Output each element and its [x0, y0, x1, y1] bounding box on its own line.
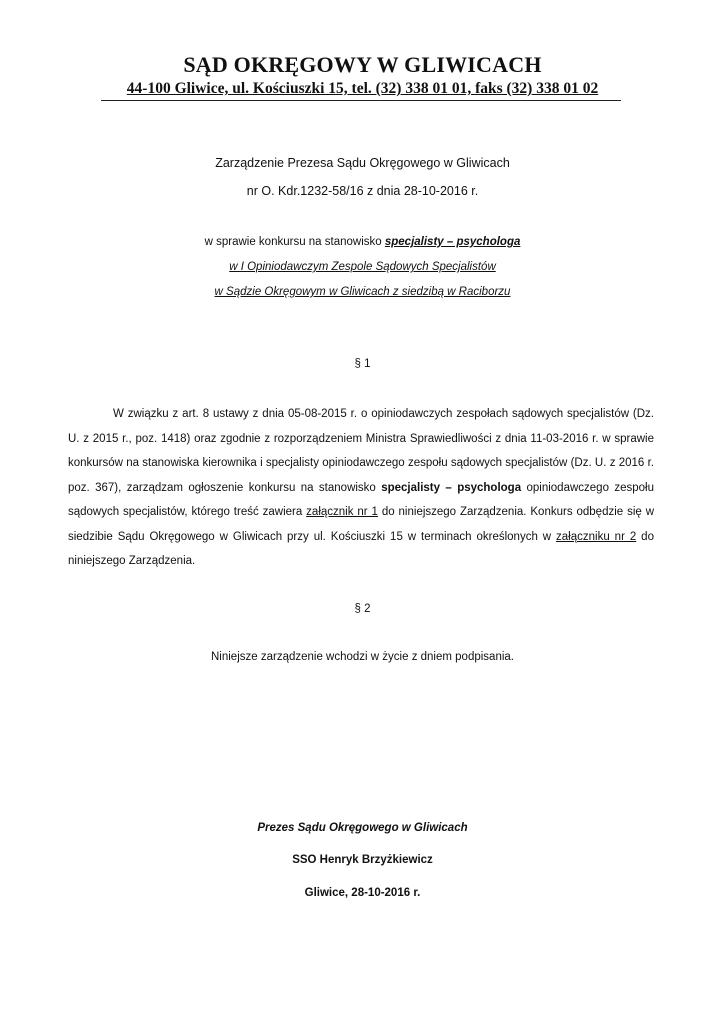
- signatory-role: Prezes Sądu Okręgowego w Gliwicach: [257, 822, 468, 834]
- order-title: Zarządzenie Prezesa Sądu Okręgowego w Gliwicach: [215, 156, 510, 170]
- section-1-mark: § 1: [354, 358, 371, 370]
- section-1-text-a: W związku z art. 8 ustawy z dnia 05-08-2015 r. o opiniodawczych zespołach sądowych specjalistów (Dz. U. z 2015 r., poz. 1418) oraz zgodnie z rozporządzeniem Ministra Sprawiedliwości z dnia 11-03-2016 r. w sprawie konkursów na stanowiska kierownika i specjalisty opiniodawczego zespołu sądowych specjalistów (Dz. U. z 2016 r. poz. 367), zarządzam ogłoszenie konkursu na stanowisko: [68, 408, 654, 494]
- section-1-position: specjalisty – psychologa: [381, 481, 522, 494]
- section-1-text-d: do niniejszego Zarządzenia.: [68, 530, 654, 567]
- subject-line-2: w I Opiniodawczym Zespole Sądowych Specjalistów: [229, 261, 496, 273]
- section-1-text-c: do niniejszego Zarządzenia. Konkurs odbędzie się w siedzibie Sądu Okręgowego w Gliwicach przy ul. Kościuszki 15 w terminach określonych w: [68, 506, 654, 543]
- section-2-text: Niniejsze zarządzenie wchodzi w życie z dniem podpisania.: [211, 651, 514, 663]
- subject-position: specjalisty – psychologa: [384, 236, 521, 248]
- header-divider: [101, 100, 621, 101]
- section-1-text-b: opiniodawczego zespołu sądowych specjalistów, którego treść zawiera: [68, 481, 654, 518]
- order-number-date: nr O. Kdr.1232-58/16 z dnia 28-10-2016 r.: [246, 184, 479, 198]
- signatory-name: SSO Henryk Brzyżkiewicz: [292, 854, 433, 866]
- section-1-text: [68, 402, 654, 574]
- attachment-1-reference: załącznik nr 1: [306, 506, 378, 518]
- signature-place-date: Gliwice, 28-10-2016 r.: [304, 887, 421, 899]
- attachment-2-reference: załączniku nr 2: [556, 530, 637, 543]
- order-subject: [0, 234, 725, 250]
- section-2-mark: § 2: [354, 603, 371, 615]
- subject-prefix: w sprawie konkursu na stanowisko: [204, 236, 385, 248]
- subject-line-3: w Sądzie Okręgowym w Gliwicach z siedzibą w Raciborzu: [214, 286, 511, 298]
- court-address: 44-100 Gliwice, ul. Kościuszki 15, tel. (32) 338 01 01, faks (32) 338 01 02: [126, 80, 599, 97]
- court-name: SĄD OKRĘGOWY W GLIWICACH: [183, 52, 542, 77]
- letterhead: [0, 52, 725, 99]
